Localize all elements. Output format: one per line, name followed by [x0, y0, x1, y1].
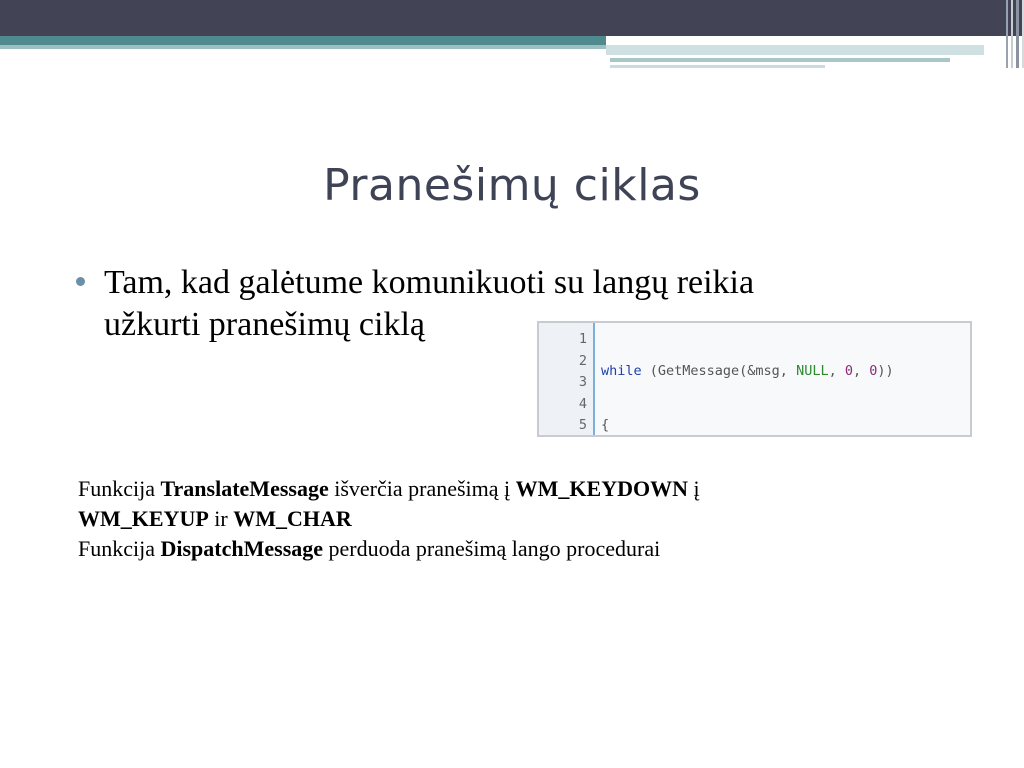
line-number: 5 [578, 417, 587, 433]
code-line-2: { [601, 416, 610, 433]
function-name: DispatchMessage [160, 536, 324, 561]
header-teal-light-band [0, 45, 606, 49]
code-text: , [853, 363, 870, 379]
stripe [1006, 0, 1008, 68]
message-name: WM_KEYDOWN [515, 476, 688, 501]
code-text: )) [877, 363, 894, 379]
code-number: 0 [869, 363, 878, 379]
code-keyword: while [601, 363, 642, 379]
line-number: 1 [578, 331, 587, 347]
line-number: 2 [578, 352, 587, 369]
header-accent-line [606, 45, 984, 55]
bullet-dot-icon [76, 277, 85, 286]
note-text: į [688, 476, 700, 501]
code-null: NULL [796, 363, 829, 379]
code-gutter [539, 323, 595, 435]
code-snippet [537, 321, 972, 437]
message-name: WM_KEYUP [78, 506, 209, 531]
bullet-line-1: Tam, kad galėtume komunikuoti su langų reikia [104, 264, 755, 301]
code-lines [595, 323, 894, 435]
line-number: 3 [578, 374, 587, 390]
note-text: Funkcija [78, 476, 161, 501]
function-name: TranslateMessage [160, 476, 329, 501]
note-translate [78, 474, 958, 504]
line-number: 4 [578, 395, 587, 412]
code-text: (GetMessage(&msg, [641, 363, 797, 379]
message-name: WM_CHAR [233, 506, 352, 531]
note-dispatch [78, 534, 958, 564]
code-text: , [828, 363, 845, 379]
notes-text [78, 474, 958, 564]
code-number: 0 [844, 363, 853, 379]
note-text: perduoda pranešimą lango procedurai [323, 536, 661, 561]
code-line-1 [601, 361, 894, 383]
stripe [1016, 0, 1019, 68]
note-text: ir [208, 506, 234, 531]
note-translate-cont [78, 504, 958, 534]
stripe [1011, 0, 1013, 68]
slide-title: Pranešimų ciklas [323, 160, 701, 211]
note-text: išverčia pranešimą į [328, 476, 516, 501]
bullet-line-2: užkurti pranešimų ciklą [104, 306, 426, 343]
header-accent-line [610, 65, 825, 68]
note-text: Funkcija [78, 536, 161, 561]
header-accent-line [610, 58, 950, 62]
header-band [0, 0, 1024, 36]
header-stripes [994, 0, 1024, 68]
